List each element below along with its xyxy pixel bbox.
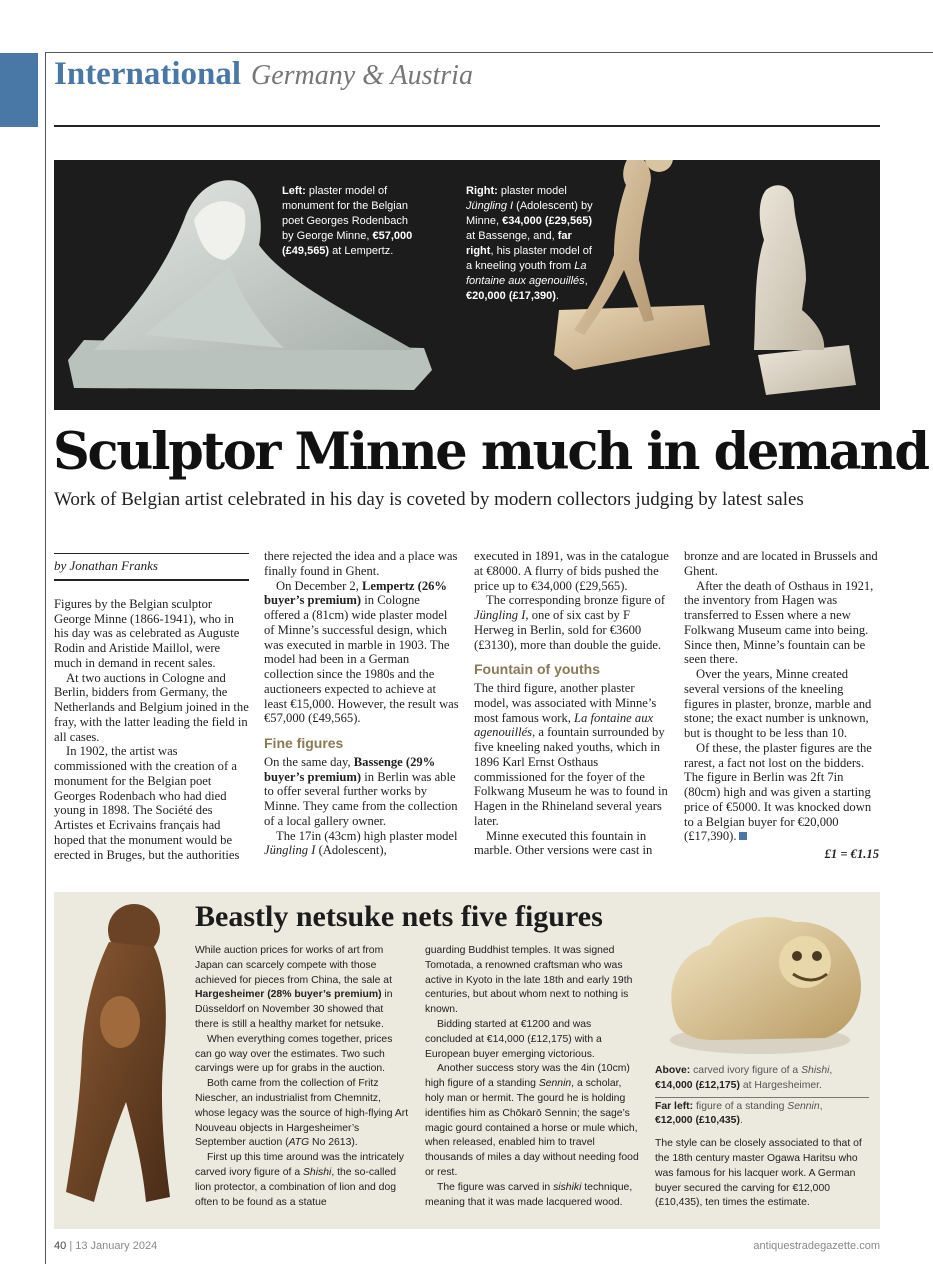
header-rule xyxy=(54,125,880,127)
footer-website: antiquestradegazette.com xyxy=(753,1240,880,1252)
work-title: Sennin xyxy=(538,1078,572,1090)
caption-left-label: Left: xyxy=(282,185,306,197)
caption-far-left xyxy=(655,1100,869,1130)
article-column-4 xyxy=(684,549,879,862)
paragraph xyxy=(264,579,459,727)
text-run: figure of a standing xyxy=(693,1100,788,1112)
text-run: , the so-called lion protector, a combination of lion and dog often to be found as a statue xyxy=(195,1166,397,1208)
left-rule xyxy=(45,52,46,1264)
top-rule xyxy=(45,52,933,53)
text-run: The corresponding bronze figure of xyxy=(486,593,666,608)
caption-right-text2: (Adolescent) by Minne, xyxy=(466,200,593,227)
text-run: carved ivory figure of a xyxy=(690,1065,802,1076)
text-run: in Cologne offered a (81cm) wide plaster model of Minne’s successful design, which was executed in marble in 1903. The model had been in a German collection since the 1980s and the auctioneers expected to achieve at least €15,000. However, the result was €57,000 (£49,565). xyxy=(264,593,459,726)
article-headline: Sculptor Minne much in demand xyxy=(53,422,928,482)
paragraph xyxy=(684,741,879,844)
box-column-2 xyxy=(425,944,639,1210)
work-title: Shishi xyxy=(303,1166,332,1178)
text-run: , xyxy=(829,1065,833,1076)
section-color-tab xyxy=(0,53,38,127)
caption-right-price2: €20,000 (£17,390) xyxy=(466,290,556,302)
caption-right-far: far right xyxy=(466,230,572,257)
article-column-2 xyxy=(264,549,459,858)
paragraph: Over the years, Minne created several versions of the kneeling figures in plaster, bronze, marble and stone; the exact number is unknown, but is thought to be less than 10. xyxy=(684,667,872,740)
sculpture-photo-band xyxy=(54,160,880,410)
text-run: , one of six cast by F Herweg in Berlin, sold for €3600 (£3130), more than double the guide. xyxy=(474,608,662,652)
caption-right-text5: , xyxy=(584,275,588,287)
page-header xyxy=(54,56,473,93)
article-column-3 xyxy=(474,549,669,858)
work-title: Sennin xyxy=(787,1100,820,1112)
work-title: La fontaine aux agenouillés xyxy=(474,710,654,740)
caption-right xyxy=(466,184,594,304)
text-run: On the same day, xyxy=(264,754,354,769)
footer-page-info xyxy=(54,1240,157,1252)
subheading-fountain-of-youths: Fountain of youths xyxy=(474,661,600,678)
box-column-1 xyxy=(195,944,409,1210)
caption-right-text4: , his plaster model of a kneeling youth from xyxy=(466,245,592,272)
text-run: in Berlin was able to offer several further works by Minne. They came from the collection of a local gallery owner. xyxy=(264,769,458,828)
caption-right-price1: €34,000 (£29,565) xyxy=(502,215,592,227)
paragraph xyxy=(195,944,409,1033)
caption-price: €12,000 (£10,435) xyxy=(655,1115,740,1127)
paragraph xyxy=(474,593,669,652)
text-run: Another success story was the 4in (10cm) high figure of a standing xyxy=(425,1063,630,1090)
caption-label: Far left: xyxy=(655,1100,694,1112)
article-column-1 xyxy=(54,549,249,862)
paragraph: executed in 1891, was in the catalogue at €8000. A flurry of bids pushed the price up to €34,000 (£29,565). xyxy=(474,549,669,593)
shishi-netsuke-image xyxy=(655,900,870,1060)
work-title: Jüngling I xyxy=(264,843,316,858)
issue-date: 13 January 2024 xyxy=(75,1240,158,1252)
end-mark-icon xyxy=(739,832,747,840)
text-run: The figure was carved in xyxy=(437,1181,554,1193)
article-standfirst: Work of Belgian artist celebrated in his day is coveted by modern collectors judging by latest sales xyxy=(54,489,804,510)
paragraph: Figures by the Belgian sculptor George Minne (1866-1941), who in his day was as celebrated as Auguste Rodin and Aristide Maillol, were much in demand in recent sales. xyxy=(54,596,240,670)
caption-divider xyxy=(655,1097,869,1098)
work-title: Jüngling I xyxy=(474,608,526,622)
box-title: Beastly netsuke nets five figures xyxy=(195,900,603,933)
text-run: . xyxy=(739,1115,743,1127)
section-title: International xyxy=(54,56,242,92)
text-run: No 2613). xyxy=(309,1137,358,1149)
work-title: Shishi xyxy=(801,1065,830,1076)
netsuke-sidebar-box xyxy=(54,892,880,1229)
paragraph: Bidding started at €1200 and was concluded at €14,000 (£12,175) with a European buyer emerging victorious. xyxy=(425,1018,602,1060)
paragraph xyxy=(425,1062,639,1180)
paragraph xyxy=(474,681,669,829)
section-subtitle: Germany & Austria xyxy=(251,60,473,91)
text-run: While auction prices for works of art from Japan can scarcely compete with those achieved for pieces from China, the sale at xyxy=(195,945,392,986)
caption-above xyxy=(655,1064,869,1094)
text-run: in Düsseldorf on November 30 showed that there is still a healthy market for netsuke. xyxy=(195,989,393,1030)
text-run: (Adolescent), xyxy=(315,843,387,858)
caption-right-text: plaster model xyxy=(497,185,567,197)
paragraph: After the death of Osthaus in 1921, the inventory from Hagen was transferred to Essen where a new Folkwang Museum came into being. Since then, Minne’s fountain can be seen there. xyxy=(684,578,874,667)
paragraph xyxy=(425,1181,639,1211)
paragraph: guarding Buddhist temples. It was signed Tomotada, a renowned craftsman who was active in Kyoto in the late 18th and early 19th centuries, but about whom next to nothing is known. xyxy=(425,945,633,1016)
paragraph: In 1902, the artist was commissioned with the creation of a monument for the Belgian poet Georges Rodenbach who had died young in 1898. The Société des Artistes et Ecrivains français had hoped that the monument would be erected in Bruges, but the authorities xyxy=(54,744,240,862)
text-run: Both came from the collection of Fritz Niescher, an industrialist from Chemnitz, whose legacy was the source of high-flying Art Nouveau objects in Hargesheimer’s September auction ( xyxy=(195,1078,409,1149)
subheading-fine-figures: Fine figures xyxy=(264,735,344,751)
text-run: , xyxy=(819,1100,823,1112)
text-run: Of these, the plaster figures are the rarest, a fact not lost on the bidders. The figure in Berlin was 2ft 7in (80cm) high and was given a starting price of €5000. It was knocked down to a Belgian buyer for €20,000 (£17,390). xyxy=(684,740,872,844)
caption-left-text-end: at Lempertz. xyxy=(329,245,394,257)
paragraph: Minne executed this fountain in marble. Other versions were cast in xyxy=(474,828,653,858)
paragraph xyxy=(264,755,459,829)
byline xyxy=(54,553,249,581)
caption-right-text6: . xyxy=(555,290,559,302)
technique-name: sishiki xyxy=(553,1181,582,1193)
byline-text: by Jonathan Franks xyxy=(54,558,158,573)
footer-separator: | xyxy=(69,1240,73,1252)
text-run: at Hargesheimer. xyxy=(739,1079,822,1091)
sennin-figure-image xyxy=(54,902,184,1222)
caption-style-note: The style can be closely associated to that of the 18th century master Ogawa Haritsu who was famous for his lacquer work. A German buyer secured the carving for €12,000 (£10,435), ten times the estimate. xyxy=(655,1138,862,1209)
paragraph: At two auctions in Cologne and Berlin, bidders from Germany, the Netherlands and Belgium joined in the fray, with the latter leading the field in all cases. xyxy=(54,670,249,744)
publication-name: ATG xyxy=(288,1137,310,1149)
text-run: First up this time around was the intricately carved ivory figure of a xyxy=(195,1152,404,1178)
paragraph: When everything comes together, prices can go way over the estimates. Two such carvings were up for grabs in the auction. xyxy=(195,1033,393,1075)
caption-label: Above: xyxy=(655,1065,691,1076)
auction-house-hargesheimer: Hargesheimer (28% buyer’s premium) xyxy=(195,989,382,1001)
text-run: , a scholar, holy man or hermit. The gourd he is holding identifies him as Chōkarō Sennin; the sage’s magic gourd contained a horse or mule which, when released, enabled him to travel thousands of miles a day without needing food or rest. xyxy=(425,1078,639,1178)
caption-left xyxy=(282,184,422,259)
text-run: The third figure, another plaster model, was associated with Minne’s most famous work, xyxy=(474,681,657,725)
paragraph xyxy=(195,1077,409,1151)
text-run: technique, meaning that it was made lacquered wood. xyxy=(425,1181,633,1208)
exchange-rate: £1 = €1.15 xyxy=(824,847,879,861)
caption-right-title: Jüngling I xyxy=(466,200,514,212)
caption-left-text: plaster model of monument for the Belgian poet Georges Rodenbach by George Minne, xyxy=(282,185,408,242)
text-run: On December 2, xyxy=(276,578,363,593)
caption-left-price: €57,000 (£49,565) xyxy=(282,230,413,257)
box-captions xyxy=(655,1064,869,1211)
page-number: 40 xyxy=(54,1240,67,1252)
paragraph xyxy=(195,1151,409,1210)
auction-house-bassenge: Bassenge (29% buyer’s premium) xyxy=(264,754,436,784)
text-run: The 17in (43cm) high plaster model xyxy=(276,828,458,843)
paragraph: there rejected the idea and a place was finally found in Ghent. xyxy=(264,549,458,578)
auction-house-lempertz: Lempertz (26% buyer’s premium) xyxy=(264,578,448,608)
paragraph xyxy=(264,829,459,859)
caption-price: €14,000 (£12,175) xyxy=(655,1079,740,1091)
caption-right-label: Right: xyxy=(466,185,498,197)
paragraph: bronze and are located in Brussels and Ghent. xyxy=(684,549,878,578)
caption-right-title2: La fontaine aux agenouillés xyxy=(466,260,587,287)
caption-right-text3: at Bassenge, and, xyxy=(466,230,558,242)
kneeling-youth-image xyxy=(738,160,856,395)
text-run: , a fountain surrounded by five kneeling naked youths, which in 1896 Karl Ernst Osthaus commissioned for the foyer of the Folkwang Museum he was to found in Hagen in the Rhineland several years later. xyxy=(474,725,668,828)
